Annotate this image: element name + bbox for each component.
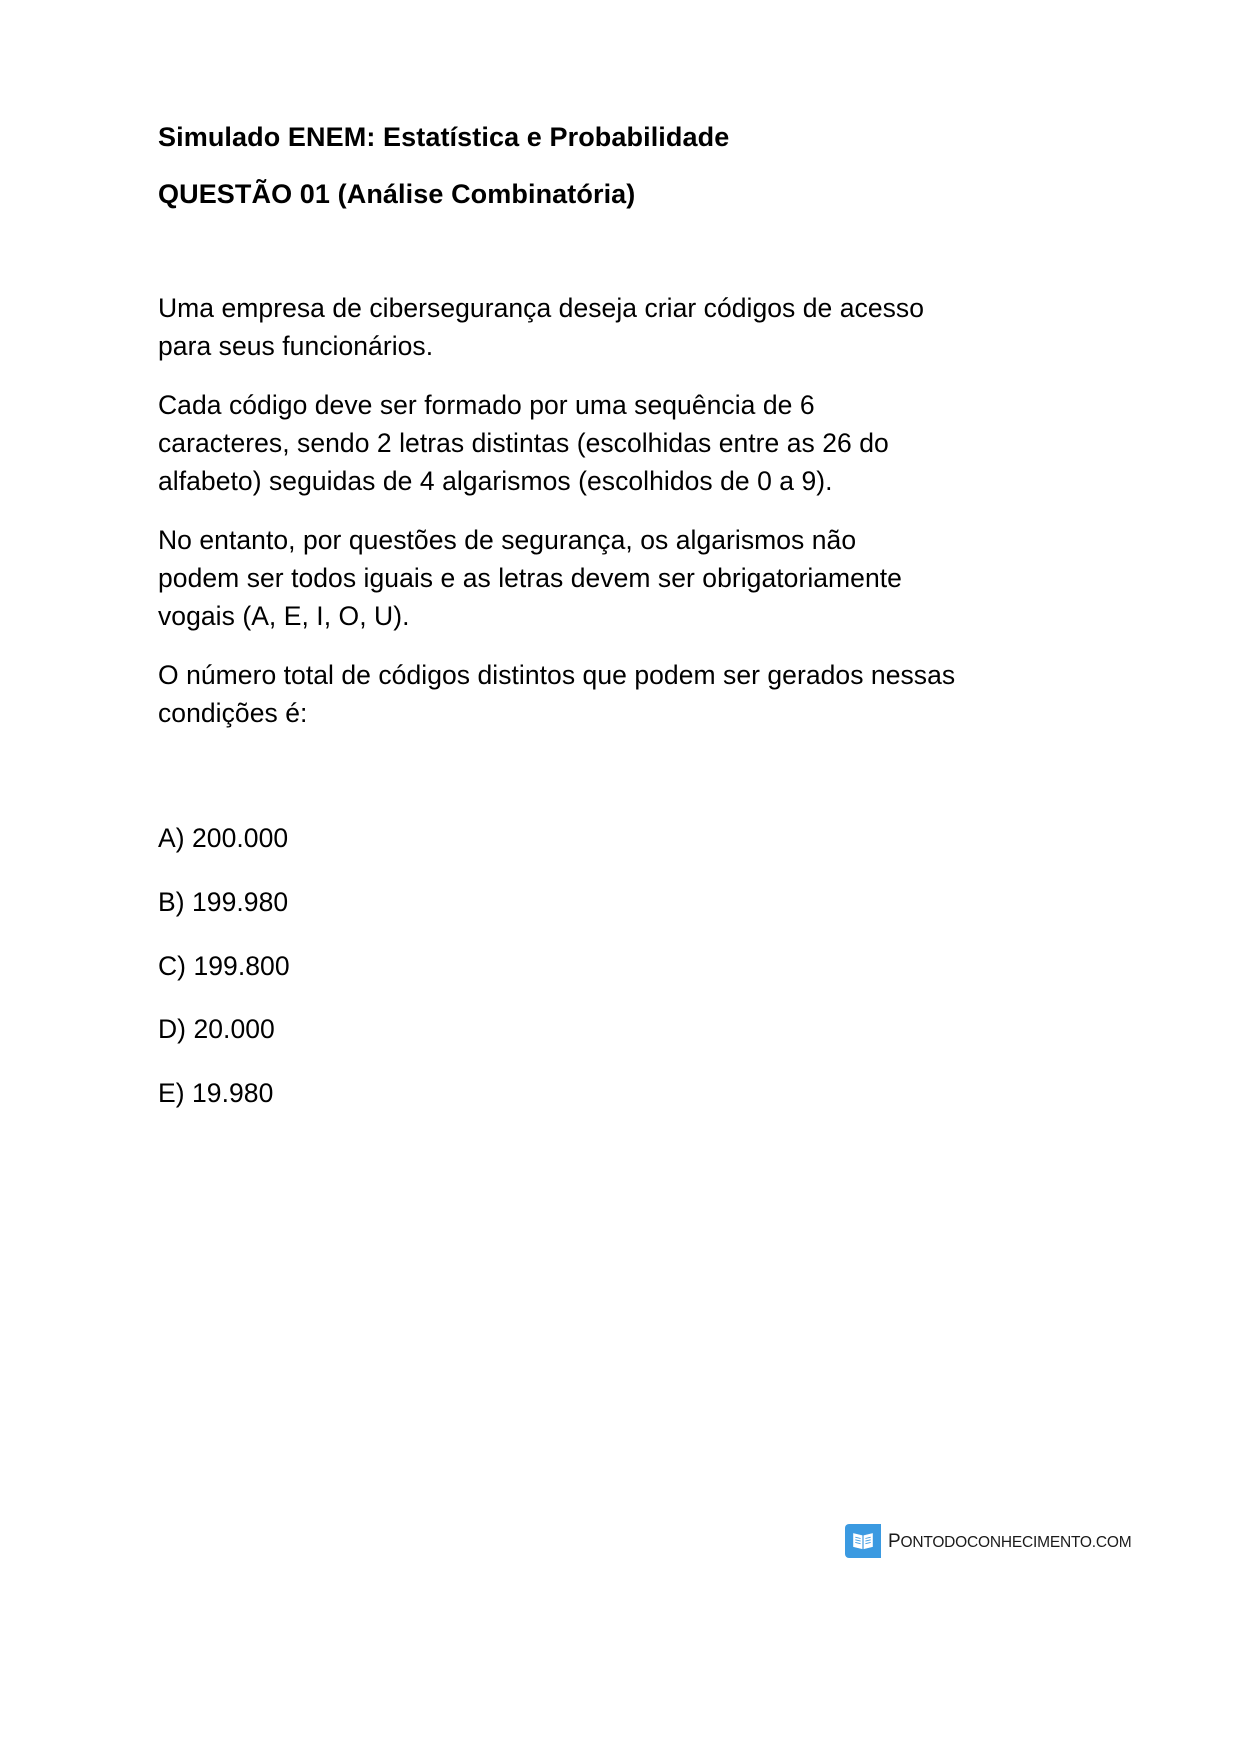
statement-paragraph: Uma empresa de cibersegurança deseja criar códigos de acesso para seus funcionários. <box>158 293 925 361</box>
watermark-text <box>888 1532 1131 1551</box>
book-icon <box>845 1524 881 1558</box>
statement-paragraph: No entanto, por questões de segurança, os algarismos não podem ser todos iguais e as letras devem ser obrigatoriamente vogais (A, E, I, O, U). <box>158 525 902 631</box>
answer-options-list <box>158 820 958 1112</box>
watermark-badge <box>845 1524 1137 1558</box>
watermark-text-rest: ONTODOCONHECIMENTO.COM <box>900 1533 1132 1551</box>
question-statement <box>158 290 956 732</box>
statement-paragraph: Cada código deve ser formado por uma sequência de 6 caracteres, sendo 2 letras distintas (escolhidas entre as 26 do alfabeto) seguidas de 4 algarismos (escolhidos de 0 a 9). <box>158 390 889 496</box>
answer-option-a[interactable]: A) 200.000 <box>158 823 289 854</box>
question-heading: QUESTÃO 01 (Análise Combinatória) <box>158 179 636 210</box>
answer-option-c[interactable]: C) 199.800 <box>158 950 290 981</box>
statement-paragraph: O número total de códigos distintos que podem ser gerados nessas condições é: <box>158 660 956 728</box>
watermark-text-lead: P <box>888 1530 901 1552</box>
answer-option-d[interactable]: D) 20.000 <box>158 1014 275 1045</box>
document-content <box>158 120 958 1113</box>
watermark-text-container <box>881 1524 1137 1558</box>
answer-option-e[interactable]: E) 19.980 <box>158 1077 274 1108</box>
page-title: Simulado ENEM: Estatística e Probabilidade <box>158 122 730 152</box>
answer-option-b[interactable]: B) 199.980 <box>158 887 289 918</box>
